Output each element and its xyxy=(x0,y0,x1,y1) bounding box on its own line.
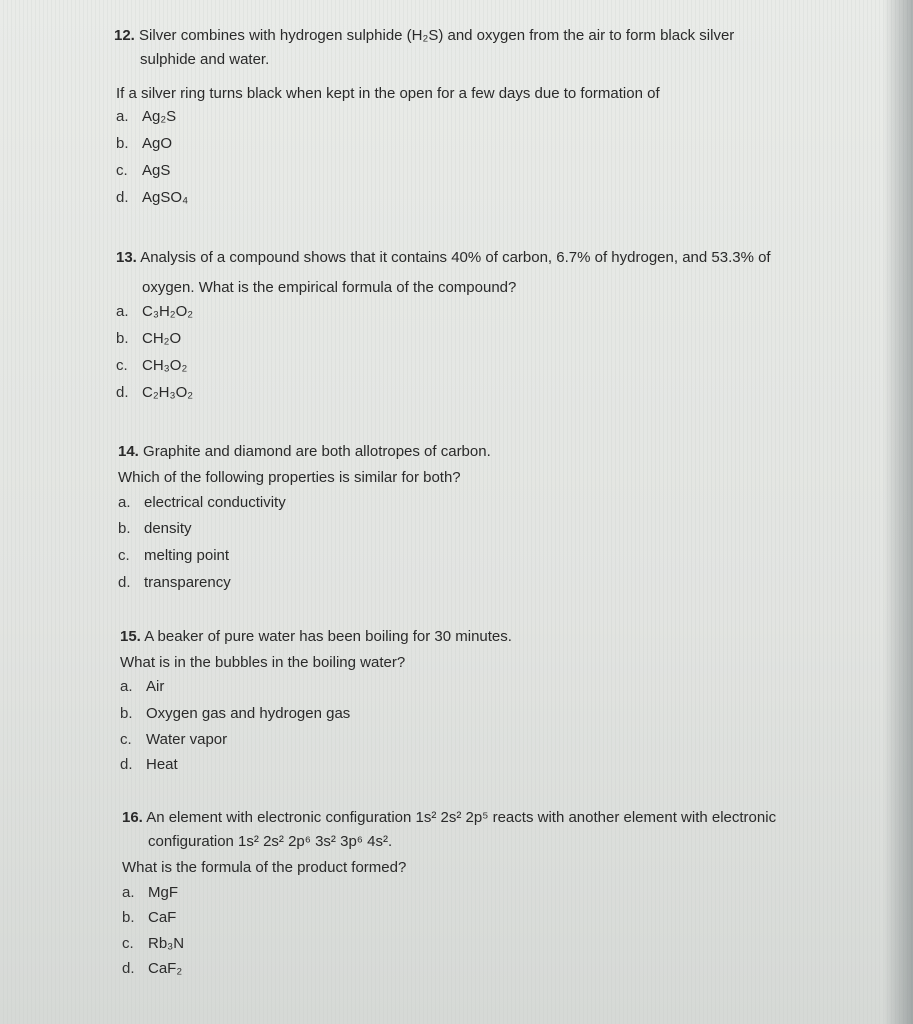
question-text: A beaker of pure water has been boiling for 30 minutes. xyxy=(144,628,512,645)
option-letter: d. xyxy=(118,574,131,591)
question-text: Which of the following properties is similar for both? xyxy=(118,469,461,486)
option-text: CaF xyxy=(148,909,177,926)
option-text: Ag₂S xyxy=(142,108,177,125)
question-16-stem xyxy=(122,808,776,828)
question-text: An element with electronic configuration 1s² 2s² 2p⁵ reacts with another element with electronic xyxy=(146,809,777,826)
option-text: C₂H₃O₂ xyxy=(142,384,194,401)
question-14-option-d[interactable] xyxy=(118,574,231,591)
question-14-stem xyxy=(118,442,491,462)
option-text: AgS xyxy=(142,162,171,179)
option-letter: a. xyxy=(120,678,133,695)
question-12-option-a[interactable] xyxy=(116,108,176,125)
option-text: Rb₃N xyxy=(148,935,185,952)
question-text: If a silver ring turns black when kept in the open for a few days due to formation of xyxy=(116,85,660,102)
question-16-option-a[interactable] xyxy=(122,884,178,901)
option-letter: b. xyxy=(116,135,129,152)
option-text: Oxygen gas and hydrogen gas xyxy=(146,705,351,722)
option-letter: c. xyxy=(122,935,134,952)
question-number: 16. xyxy=(122,809,143,826)
question-text: oxygen. What is the empirical formula of the compound? xyxy=(142,279,517,296)
option-letter: a. xyxy=(118,494,131,511)
question-13-option-b[interactable] xyxy=(116,330,181,347)
option-letter: a. xyxy=(122,884,135,901)
question-15-option-a[interactable] xyxy=(120,678,164,695)
option-text: CaF₂ xyxy=(148,960,183,977)
question-text: Graphite and diamond are both allotropes of carbon. xyxy=(143,443,491,460)
option-letter: a. xyxy=(116,303,129,320)
question-15-option-b[interactable] xyxy=(120,705,350,722)
option-letter: b. xyxy=(118,520,131,537)
question-text: What is the formula of the product formed? xyxy=(122,859,407,876)
question-12-option-d[interactable] xyxy=(116,189,188,206)
question-15-stem xyxy=(120,627,512,647)
question-16-stem-line2 xyxy=(148,832,392,852)
question-12-stem-line2 xyxy=(140,50,269,70)
option-letter: d. xyxy=(116,384,129,401)
question-14-option-a[interactable] xyxy=(118,494,286,511)
option-text: CH₃O₂ xyxy=(142,357,188,374)
question-text: Silver combines with hydrogen sulphide (H₂S) and oxygen from the air to form black silver xyxy=(139,27,735,44)
option-letter: c. xyxy=(118,547,130,564)
option-text: transparency xyxy=(144,574,231,591)
option-text: CH₂O xyxy=(142,330,182,347)
question-14-option-b[interactable] xyxy=(118,520,192,537)
option-letter: a. xyxy=(116,108,129,125)
question-14-stem-line2 xyxy=(118,468,461,488)
question-text: sulphide and water. xyxy=(140,51,270,68)
question-number: 15. xyxy=(120,628,141,645)
question-14-option-c[interactable] xyxy=(118,547,229,564)
question-16-option-d[interactable] xyxy=(122,960,182,977)
option-text: melting point xyxy=(144,547,230,564)
question-16-option-c[interactable] xyxy=(122,935,184,952)
question-text: configuration 1s² 2s² 2p⁶ 3s² 3p⁶ 4s². xyxy=(148,833,393,850)
option-text: density xyxy=(144,520,192,537)
question-13-stem xyxy=(116,248,771,268)
option-letter: d. xyxy=(122,960,135,977)
option-text: Water vapor xyxy=(146,731,228,748)
question-15-option-d[interactable] xyxy=(120,756,178,773)
question-12-stem-line3 xyxy=(116,84,660,104)
question-15-stem-line2 xyxy=(120,653,405,673)
option-text: Heat xyxy=(146,756,178,773)
option-letter: c. xyxy=(116,357,128,374)
option-text: C₃H₂O₂ xyxy=(142,303,194,320)
question-16-stem-line3 xyxy=(122,858,406,878)
question-13-option-a[interactable] xyxy=(116,303,193,320)
option-text: AgO xyxy=(142,135,173,152)
question-number: 13. xyxy=(116,249,137,266)
option-letter: b. xyxy=(116,330,129,347)
question-12-option-b[interactable] xyxy=(116,135,172,152)
question-text: What is in the bubbles in the boiling water? xyxy=(120,654,406,671)
option-letter: d. xyxy=(120,756,133,773)
screen-edge-shadow xyxy=(883,0,913,1024)
question-12-stem xyxy=(114,26,734,46)
option-text: AgSO₄ xyxy=(142,189,189,206)
option-text: MgF xyxy=(148,884,178,901)
question-15-option-c[interactable] xyxy=(120,731,227,748)
question-13-option-d[interactable] xyxy=(116,384,193,401)
question-13-stem-line2 xyxy=(142,278,516,298)
question-text: Analysis of a compound shows that it contains 40% of carbon, 6.7% of hydrogen, and 53.3% of xyxy=(140,249,771,266)
option-letter: c. xyxy=(116,162,128,179)
question-number: 14. xyxy=(118,443,139,460)
option-letter: b. xyxy=(120,705,133,722)
option-letter: b. xyxy=(122,909,135,926)
option-letter: c. xyxy=(120,731,132,748)
question-13-option-c[interactable] xyxy=(116,357,187,374)
question-12-option-c[interactable] xyxy=(116,162,170,179)
option-text: electrical conductivity xyxy=(144,494,286,511)
option-text: Air xyxy=(146,678,165,695)
option-letter: d. xyxy=(116,189,129,206)
question-16-option-b[interactable] xyxy=(122,909,176,926)
question-number: 12. xyxy=(114,27,135,44)
